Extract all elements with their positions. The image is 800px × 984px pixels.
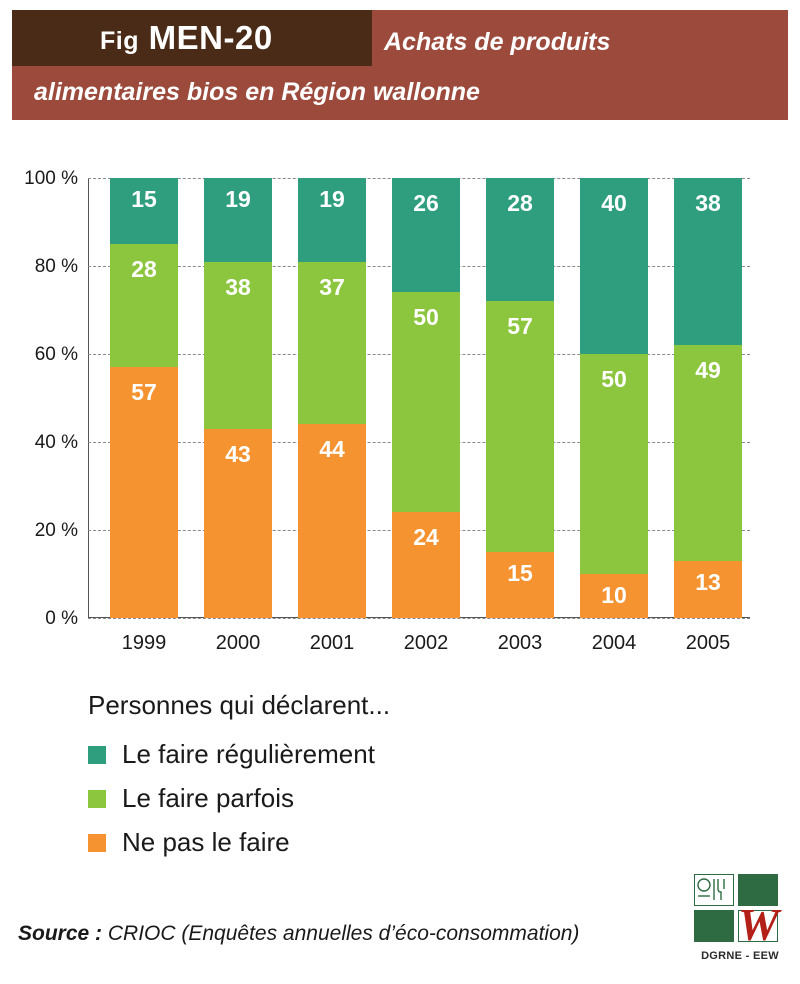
source-label: Source : <box>18 922 103 945</box>
y-axis-line <box>88 178 89 618</box>
bar-value-label: 28 <box>131 256 157 283</box>
figure-number-tab <box>12 10 372 66</box>
legend-title: Personnes qui déclarent... <box>88 690 391 720</box>
bar-stack-2001[interactable] <box>298 178 366 654</box>
bar-segment-2001-2[interactable] <box>298 262 366 425</box>
logo-w-mark: W <box>738 899 779 950</box>
bar-value-label: 38 <box>695 190 721 217</box>
organization-logo <box>694 874 786 974</box>
bar-segment-2002-3[interactable] <box>392 178 460 292</box>
bar-segment-2003-2[interactable] <box>486 301 554 552</box>
legend-item-1[interactable] <box>88 739 708 770</box>
bar-segment-2001-1[interactable] <box>298 424 366 618</box>
figure-prefix-suffix: ig <box>115 27 139 55</box>
bar-stack-1999[interactable] <box>110 178 178 654</box>
bar-value-label: 13 <box>695 568 721 595</box>
legend-item-label: Le faire parfois <box>122 783 294 813</box>
bar-segment-2004-2[interactable] <box>580 354 648 574</box>
y-axis-tick-label: 80 % <box>34 256 78 277</box>
bar-segment-2000-1[interactable] <box>204 429 272 618</box>
legend-color-swatch <box>88 746 106 764</box>
bar-value-label: 37 <box>319 273 345 300</box>
x-axis-tick-label: 2005 <box>685 632 731 654</box>
legend-item-2[interactable] <box>88 783 708 814</box>
bar-segment-1999-3[interactable] <box>110 178 178 244</box>
bar-stack-2003[interactable] <box>486 178 554 654</box>
chart-plot-area <box>24 168 750 654</box>
y-axis-tick-label: 40 % <box>34 432 78 453</box>
bar-value-label: 57 <box>131 379 157 406</box>
bar-value-label: 38 <box>225 273 251 300</box>
y-gridline <box>45 608 750 629</box>
bar-segment-2000-2[interactable] <box>204 262 272 429</box>
logo-caption: DGRNE - EEW <box>701 950 779 962</box>
bar-value-label: 43 <box>225 440 251 467</box>
figure-header-banner <box>12 10 788 120</box>
bar-segment-2002-1[interactable] <box>392 512 460 618</box>
bar-segment-2003-3[interactable] <box>486 178 554 301</box>
bar-segment-2000-3[interactable] <box>204 178 272 262</box>
legend-item-label: Ne pas le faire <box>122 827 290 857</box>
bar-stack-2004[interactable] <box>580 178 648 654</box>
legend-item-label: Le faire régulièrement <box>122 739 375 769</box>
bar-segment-2004-3[interactable] <box>580 178 648 354</box>
bar-stack-2005[interactable] <box>674 178 742 654</box>
bar-segment-2005-2[interactable] <box>674 345 742 561</box>
bar-value-label: 19 <box>319 186 345 213</box>
source-text: CRIOC (Enquêtes annuelles d’éco-consommation) <box>102 922 580 945</box>
x-axis-tick-label: 2002 <box>403 632 449 654</box>
source-note <box>18 922 579 946</box>
bar-segment-2004-1[interactable] <box>580 574 648 618</box>
figure-title-line-1: Achats de produits <box>384 28 611 56</box>
y-axis-tick-label: 0 % <box>45 608 78 629</box>
figure-number-label <box>100 19 273 57</box>
bar-value-label: 49 <box>695 357 721 384</box>
bar-value-label: 44 <box>319 436 345 463</box>
bar-value-label: 57 <box>507 313 533 340</box>
bar-value-label: 19 <box>225 186 251 213</box>
y-axis-tick-label: 20 % <box>34 520 78 541</box>
y-axis-tick-label: 100 % <box>24 168 78 189</box>
figure-prefix: F <box>100 27 116 55</box>
legend-color-swatch <box>88 790 106 808</box>
x-axis-tick-label: 2004 <box>591 632 637 654</box>
bar-value-label: 26 <box>413 190 439 217</box>
bar-segment-1999-1[interactable] <box>110 367 178 618</box>
bar-value-label: 24 <box>413 524 439 551</box>
bar-segment-1999-2[interactable] <box>110 244 178 367</box>
bar-value-label: 28 <box>507 190 533 217</box>
bar-value-label: 15 <box>507 560 533 586</box>
logo-cell-bottom-left <box>694 910 734 942</box>
legend-color-swatch <box>88 834 106 852</box>
y-axis-tick-label: 60 % <box>34 344 78 365</box>
x-axis-tick-label: 2001 <box>309 632 355 654</box>
x-axis-tick-label: 2000 <box>215 632 261 654</box>
bar-segment-2003-1[interactable] <box>486 552 554 618</box>
bar-value-label: 15 <box>131 186 157 212</box>
figure-number: MEN-20 <box>148 19 273 56</box>
bar-value-label: 50 <box>413 304 439 331</box>
bar-segment-2005-1[interactable] <box>674 561 742 618</box>
bar-stack-2002[interactable] <box>392 178 460 654</box>
chart-container <box>0 150 800 670</box>
x-axis-tick-label: 2003 <box>497 632 543 654</box>
x-axis-tick-label: 1999 <box>121 632 167 654</box>
bar-value-label: 10 <box>601 582 627 608</box>
bar-segment-2001-3[interactable] <box>298 178 366 262</box>
cutlery-icon <box>696 876 732 904</box>
bar-segment-2002-2[interactable] <box>392 292 460 512</box>
chart-legend <box>88 690 708 871</box>
bar-stack-2000[interactable] <box>204 178 272 654</box>
bar-value-label: 40 <box>601 190 627 216</box>
bar-value-label: 50 <box>601 366 627 392</box>
legend-item-3[interactable] <box>88 827 708 858</box>
figure-title-line-2: alimentaires bios en Région wallonne <box>34 78 480 106</box>
bar-segment-2005-3[interactable] <box>674 178 742 345</box>
